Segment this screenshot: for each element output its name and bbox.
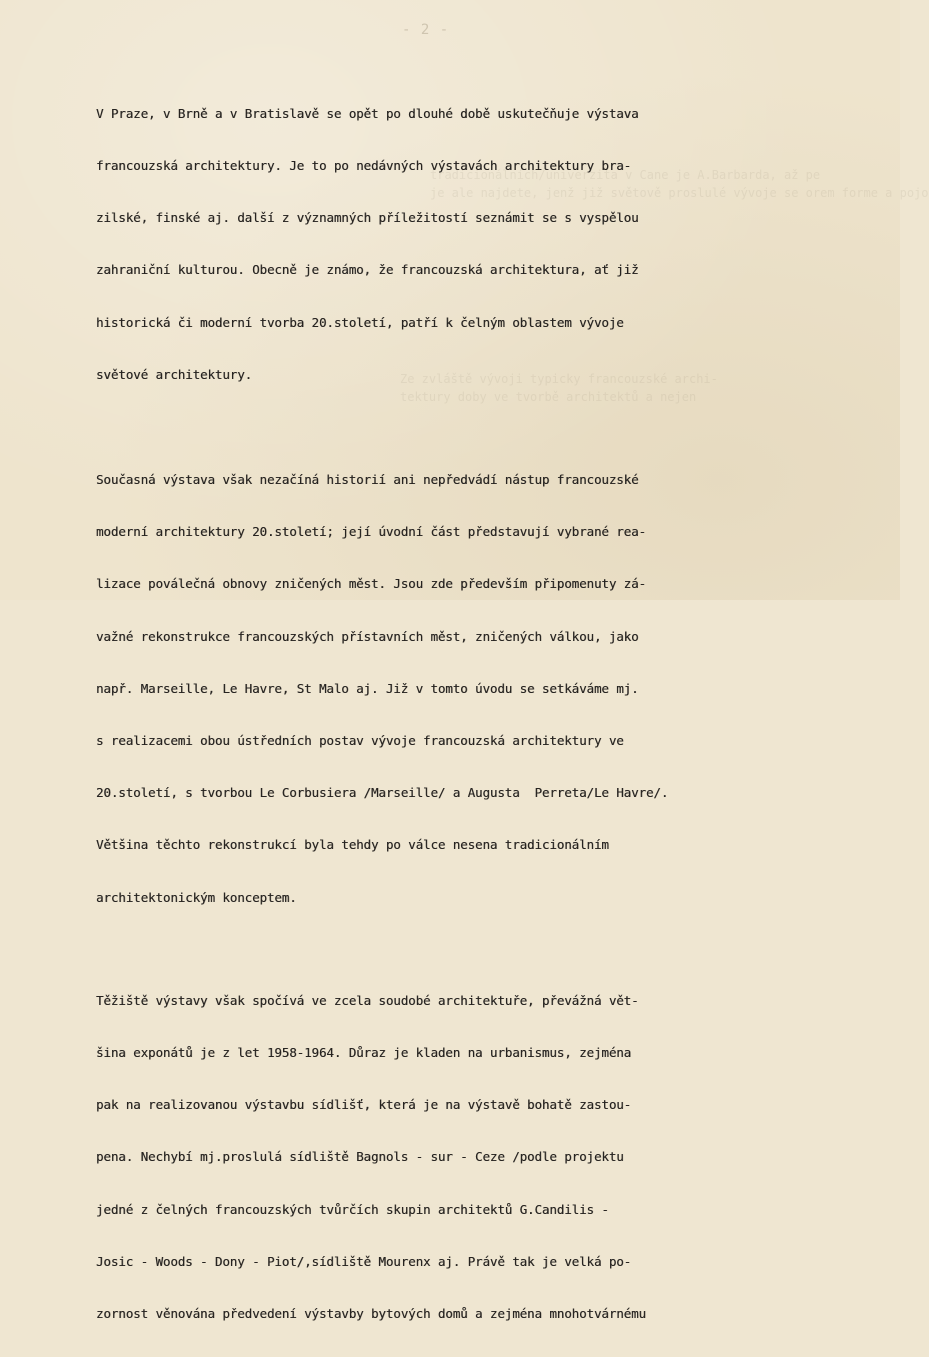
text-line: světové architektury. bbox=[96, 366, 253, 382]
paragraph-1 bbox=[96, 70, 856, 418]
text-line: 20.století, s tvorbou Le Corbusiera /Marseille/ a Augusta Perreta/Le Havre/. bbox=[96, 785, 669, 801]
text-line: Většina těchto rekonstrukcí byla tehdy po válce nesena tradicionálním bbox=[96, 837, 609, 853]
bleed-through-text: tradicionálních/univerzita v Cane je A.Barbarda, až pe bbox=[430, 168, 821, 182]
paragraph-3 bbox=[96, 957, 856, 1357]
text-line: jedné z čelných francouzských tvůrčích skupin architektů G.Candilis - bbox=[96, 1201, 609, 1217]
text-line: pena. Nechybí mj.proslulá sídliště Bagnols - sur - Ceze /podle projektu bbox=[96, 1149, 624, 1165]
text-line: zilské, finské aj. další z významných příležitostí seznámit se s vyspělou bbox=[96, 210, 639, 226]
paragraph-2 bbox=[96, 436, 856, 941]
text-line: Josic - Woods - Dony - Piot/,sídliště Mourenx aj. Právě tak je velká po- bbox=[96, 1253, 632, 1269]
text-line: Těžiště výstavy však spočívá ve zcela soudobé architektuře, převážná vět- bbox=[96, 992, 639, 1008]
text-line: važné rekonstrukce francouzských přístavních měst, zničených válkou, jako bbox=[96, 628, 639, 644]
page-number: - 2 - bbox=[402, 22, 450, 38]
text-line: s realizacemi obou ústředních postav vývoje francouzská architektury ve bbox=[96, 733, 624, 749]
text-line: Současná výstava však nezačíná historií ani nepředvádí nástup francouzské bbox=[96, 471, 639, 487]
bleed-through-text: Ze zvláště vývoji typicky francouzské archi- bbox=[400, 372, 718, 386]
text-line: historická či moderní tvorba 20.století, patří k čelným oblastem vývoje bbox=[96, 314, 624, 330]
text-line: francouzská architektury. Je to po nedávných výstavách architektury bra- bbox=[96, 158, 632, 174]
text-line: zahraniční kulturou. Obecně je známo, že francouzská architektura, ať již bbox=[96, 262, 639, 278]
text-line: šina exponátů je z let 1958-1964. Důraz je kladen na urbanismus, zejména bbox=[96, 1044, 632, 1060]
bleed-through-text: tektury doby ve tvorbě architektů a nejen bbox=[400, 390, 697, 404]
text-line: např. Marseille, Le Havre, St Malo aj. Již v tomto úvodu se setkáváme mj. bbox=[96, 680, 639, 696]
bleed-through-text: je ale najdete, jenž již světově proslulé vývoje se orem forme a pojo bbox=[430, 186, 929, 200]
text-line: architektonickým konceptem. bbox=[96, 889, 297, 905]
text-line: moderní architektury 20.století; její úvodní část představují vybrané rea- bbox=[96, 524, 646, 540]
text-line: lizace poválečná obnovy zničených měst. Jsou zde především připomenuty zá- bbox=[96, 576, 646, 592]
document-body bbox=[96, 70, 856, 1357]
text-line: V Praze, v Brně a v Bratislavě se opět po dlouhé době uskutečňuje výstava bbox=[96, 105, 639, 121]
text-line: pak na realizovanou výstavbu sídlišť, která je na výstavě bohatě zastou- bbox=[96, 1097, 632, 1113]
text-line: zornost věnována předvedení výstavby bytových domů a zejména mnohotvárnému bbox=[96, 1306, 646, 1322]
